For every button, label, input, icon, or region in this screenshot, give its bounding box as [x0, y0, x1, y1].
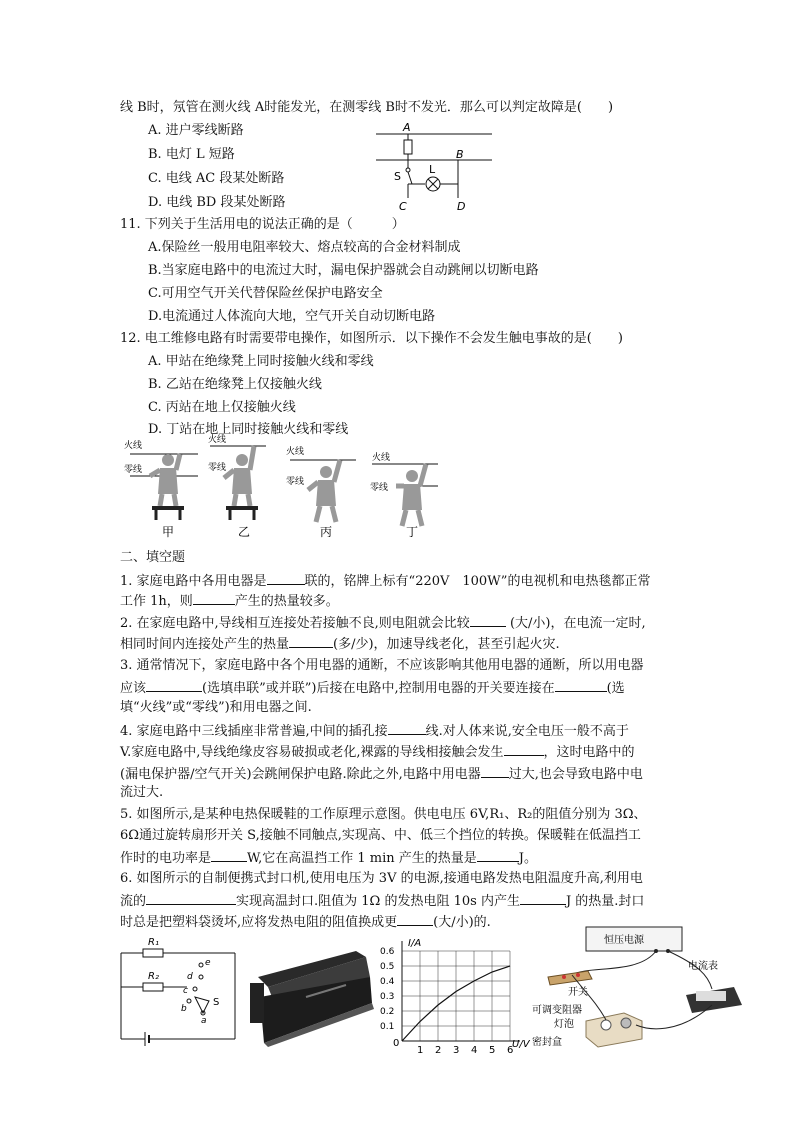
iu-graph — [378, 935, 538, 1060]
apparatus-box-label: 密封盒 — [532, 1037, 562, 1048]
person-bing — [286, 445, 356, 539]
q12-live-label-4: 火线 — [372, 453, 391, 463]
fig5-contact-e: e — [205, 958, 211, 968]
apparatus-power-label: 恒压电源 — [604, 935, 644, 946]
fill-q4-line2: V.家庭电路中,导线绝缘皮容易破损或老化,裸露的导线相接触会发生 ，这时电路中的 — [120, 741, 635, 763]
fig5-contact-c: c — [183, 986, 188, 996]
q12-name-jia: 甲 — [162, 525, 175, 539]
fill-q3-line1: 3. 通常情况下，家庭电路中各个用电器的通断，不应该影响其他用电器的通断，所以用电器 — [120, 658, 644, 673]
x-tick-label: 6 — [507, 1045, 514, 1056]
apparatus-setup-diagram — [528, 925, 760, 1050]
q12-name-bing: 丙 — [320, 525, 333, 539]
q10-label-s: S — [394, 170, 401, 183]
q12-electrician-figure — [120, 432, 450, 542]
shoe-circuit-diagram — [115, 935, 245, 1050]
fill-q5-line1: 5. 如图所示,是某种电热保暖鞋的工作原理示意图。供电电压 6V,R₁、R₂的阻值分别为 3Ω、 — [120, 807, 647, 822]
y-tick-label: 0.4 — [380, 977, 395, 987]
y-tick-label: 0.1 — [380, 1022, 395, 1032]
person-jia — [124, 439, 198, 539]
y-tick-label: 0.3 — [380, 992, 395, 1002]
y-tick-label: 0.5 — [380, 962, 395, 972]
fill-q1-line2: 工作 1h，则 产生的热量较多。 — [120, 590, 339, 612]
q12-name-ding: 丁 — [406, 525, 419, 539]
x-tick-label: 1 — [417, 1045, 424, 1056]
q10-label-l: L — [429, 163, 436, 176]
apparatus-ammeter-label: 电流表 — [688, 961, 718, 972]
q12-option-a: A. 甲站在绝缘凳上同时接触火线和零线 — [148, 354, 374, 369]
blank[interactable] — [146, 677, 202, 692]
q10-option-b: B. 电灯 L 短路 — [148, 147, 235, 162]
fig5-contact-b: b — [181, 1004, 187, 1014]
blank[interactable] — [146, 890, 236, 905]
q12-neutral-label-3: 零线 — [286, 477, 305, 487]
fill-q5-line2: 6Ω通过旋转扇形开关 S,接触不同触点,实现高、中、低三个挡位的转换。保暖鞋在低温挡工 — [120, 828, 641, 843]
x-tick-label: 4 — [471, 1045, 478, 1056]
q10-option-c: C. 电线 AC 段某处断路 — [148, 171, 285, 186]
blank[interactable] — [388, 720, 426, 735]
blank[interactable] — [481, 763, 509, 778]
fig5-contact-d: d — [187, 972, 193, 982]
blank[interactable] — [477, 847, 519, 862]
fill-q6-line2: 流的 实现高温封口.阻值为 1Ω 的发热电阻 10s 内产生 J 的热量.封口 — [120, 890, 644, 912]
fill-q6-line3: 时总是把塑料袋烫坏,应将发热电阻的阻值换成更 (大/小)的. — [120, 911, 491, 933]
fig5-contact-a: a — [201, 1016, 207, 1026]
blank[interactable] — [193, 590, 235, 605]
q12-live-label-3: 火线 — [286, 447, 305, 457]
q12-live-label-2: 火线 — [208, 435, 227, 445]
q10-option-d: D. 电线 BD 段某处断路 — [148, 195, 286, 210]
blank[interactable] — [555, 677, 607, 692]
q11-stem: 11. 下列关于生活用电的说法正确的是（ ） — [120, 217, 405, 232]
q10-stem: 线 B时，氖管在测火线 A时能发光，在测零线 B时不发光．那么可以判定故障是( ) — [120, 100, 614, 115]
q11-option-b: B.当家庭电路中的电流过大时，漏电保护器就会自动跳闸以切断电路 — [148, 263, 539, 278]
fill-q6-line1: 6. 如图所示的自制便携式封口机,使用电压为 3V 的电源,接通电路发热电阻温度升高,利用电 — [120, 871, 643, 886]
fig5-switch-label: S — [213, 997, 220, 1008]
fill-q5-line3: 作时的电功率是 W,它在高温挡工作 1 min 产生的热量是 J。 — [120, 847, 537, 869]
x-tick-label: 2 — [435, 1045, 442, 1056]
fill-q2-line1: 2. 在家庭电路中,导线相互连接处若接触不良,则电阻就会比较 (大/小)，在电流一定时, — [120, 612, 646, 634]
blank[interactable] — [504, 741, 544, 756]
person-yi — [208, 433, 266, 539]
q10-label-a: A — [403, 121, 411, 134]
fill-q2-line2: 相同时间内连接处产生的热量 (多/少)，加速导线老化，甚至引起火灾. — [120, 633, 560, 655]
q12-name-yi: 乙 — [238, 525, 251, 539]
sealing-machine-image — [246, 947, 376, 1047]
q12-neutral-label-2: 零线 — [208, 463, 227, 473]
q11-option-a: A.保险丝一般用电阻率较大、熔点较高的合金材料制成 — [148, 240, 461, 255]
graph-xlabel: U/V — [512, 1039, 530, 1050]
apparatus-switch-label: 开关 — [568, 987, 588, 998]
q12-neutral-label-4: 零线 — [370, 483, 389, 493]
blank[interactable] — [289, 633, 333, 648]
fig5-r1-label: R₁ — [148, 937, 159, 948]
q10-label-d: D — [457, 200, 466, 213]
y-tick-label: 0.2 — [380, 1007, 395, 1017]
q10-label-c: C — [399, 200, 407, 213]
section-title: 二、填空题 — [120, 550, 186, 565]
blank[interactable] — [211, 847, 247, 862]
fill-q3-line2: 应该 (选填串联”或并联”)后接在电路中,控制用电器的开关要连接在 (选 — [120, 677, 625, 699]
fill-q4-line4: 流过大. — [120, 785, 164, 800]
q10-label-b: B — [456, 148, 464, 161]
apparatus-rheostat-label: 可调变阻器 — [532, 1005, 582, 1016]
q11-option-d: D.电流通过人体流向大地，空气开关自动切断电路 — [148, 309, 436, 324]
x-tick-label: 5 — [489, 1045, 496, 1056]
q10-option-a: A. 进户零线断路 — [148, 123, 244, 138]
fill-q1-line1: 1. 家庭电路中各用电器是 联的，铭牌上标有“220V 100W”的电视机和电热毯都正常 — [120, 570, 650, 592]
q12-neutral-label-1: 零线 — [124, 465, 143, 475]
y-tick-label: 0.6 — [380, 947, 395, 957]
blank[interactable] — [470, 612, 506, 627]
q11-option-c: C.可用空气开关代替保险丝保护电路安全 — [148, 286, 383, 301]
q12-stem: 12. 电工维修电路有时需要带电操作，如图所示．以下操作不会发生触电事故的是( ) — [120, 331, 623, 346]
q10-circuit-diagram — [370, 118, 500, 213]
x-tick-label: 3 — [453, 1045, 460, 1056]
person-ding — [370, 451, 438, 539]
q12-option-b: B. 乙站在绝缘凳上仅接触火线 — [148, 377, 322, 392]
apparatus-bulb-label: 灯泡 — [554, 1019, 574, 1030]
blank[interactable] — [397, 911, 433, 926]
fill-q4-line1: 4. 家庭电路中三线插座非常普遍,中间的插孔接 线.对人体来说,安全电压一般不高于 — [120, 720, 629, 742]
q12-option-c: C. 丙站在地上仅接触火线 — [148, 400, 296, 415]
fig5-r2-label: R₂ — [148, 971, 159, 982]
q12-option-d: D. 丁站在地上同时接触火线和零线 — [148, 422, 349, 437]
q12-live-label-1: 火线 — [124, 441, 143, 451]
graph-ylabel: I/A — [408, 938, 422, 949]
blank[interactable] — [267, 570, 305, 585]
blank[interactable] — [520, 890, 566, 905]
fill-q3-line3: 填“火线”或“零线”)和用电器之间. — [120, 700, 312, 715]
graph-origin: 0 — [393, 1038, 400, 1049]
fill-q4-line3: (漏电保护器/空气开关)会跳闸保护电路.除此之外,电路中用电器 过大,也会导致电路中电 — [120, 763, 643, 785]
